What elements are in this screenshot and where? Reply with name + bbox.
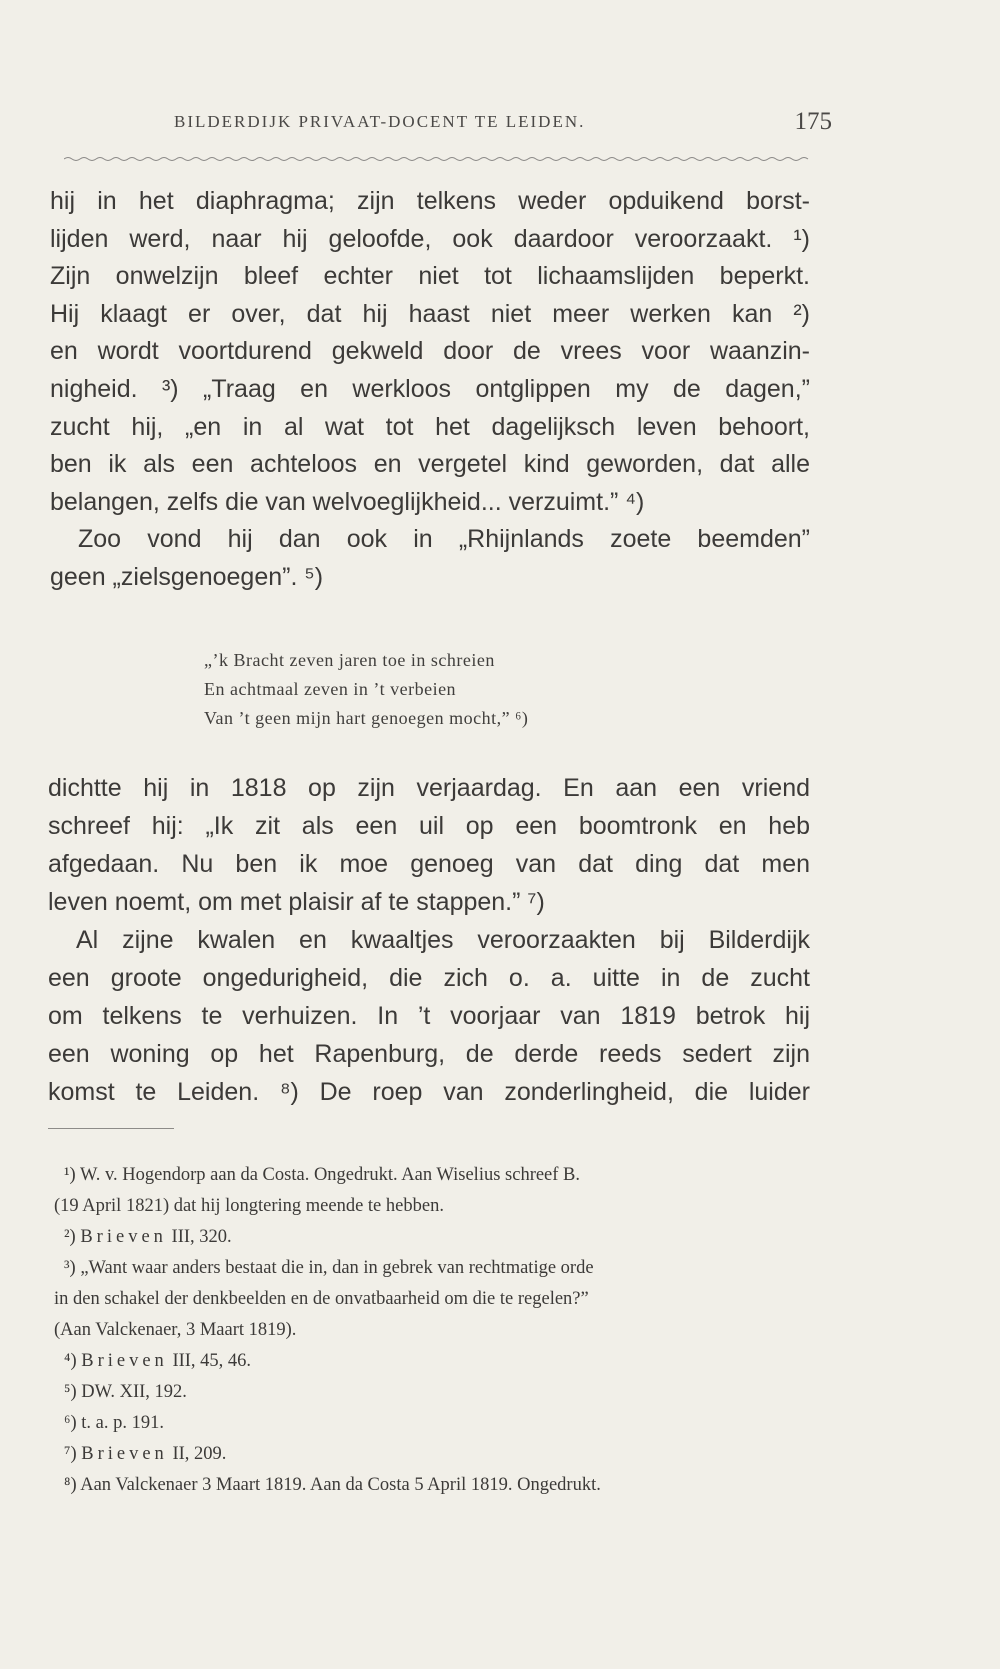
source-title: Brieven <box>80 1227 167 1247</box>
footnote-separator <box>48 1128 174 1129</box>
footnote-reference: III, 320. <box>166 1227 232 1247</box>
text-line: zucht hij, „en in al wat tot het dagelijksch leven behoort, <box>50 412 810 441</box>
text-line: hij in het diaphragma; zijn telkens weder opduikend borst- <box>50 187 810 215</box>
poem-line: Van ’t geen mijn hart genoegen mocht,” ⁶) <box>204 708 529 728</box>
text-line: leven noemt, om met plaisir af te stappen.” ⁷) <box>48 888 545 916</box>
poem-line: En achtmaal zeven in ’t verbeien <box>204 679 457 699</box>
footnote-2 <box>54 1222 806 1253</box>
footnote-3: ³) „Want waar anders bestaat die in, dan in gebrek van rechtmatige orde <box>64 1258 594 1278</box>
footnote-marker: ²) <box>64 1227 81 1247</box>
footnote-marker: ⁷) <box>64 1444 82 1464</box>
page-number: 175 <box>794 108 832 135</box>
footnote-3-continued: (Aan Valckenaer, 3 Maart 1819). <box>54 1320 297 1340</box>
text-line: Zoo vond hij dan ook in „Rhijnlands zoete beemden” <box>78 525 810 554</box>
source-title: Brieven <box>81 1351 168 1371</box>
footnotes <box>54 1160 806 1501</box>
footnote-1: ¹) W. v. Hogendorp aan da Costa. Ongedrukt. Aan Wiselius schreef B. <box>64 1165 581 1185</box>
poem-line: „’k Bracht zeven jaren toe in schreien <box>204 650 495 670</box>
text-line: een woning op het Rapenburg, de derde reeds sedert zijn <box>48 1040 810 1068</box>
footnote-1-continued: (19 April 1821) dat hij longtering meende te hebben. <box>54 1196 444 1216</box>
footnote-7 <box>54 1439 806 1470</box>
page-header <box>174 108 832 152</box>
text-line: Hij klaagt er over, dat hij haast niet meer werken kan ²) <box>50 299 810 328</box>
poem-quote <box>204 646 704 733</box>
text-line: om telkens te verhuizen. In ’t voorjaar van 1819 betrok hij <box>48 1002 810 1030</box>
text-line: een groote ongedurigheid, die zich o. a. uitte in de zucht <box>48 964 810 992</box>
header-wavy-rule <box>64 154 812 164</box>
text-line: dichtte hij in 1818 op zijn verjaardag. En aan een vriend <box>48 774 810 802</box>
source-title: Brieven <box>81 1444 168 1464</box>
text-line: geen „zielsgenoegen”. ⁵) <box>50 562 324 591</box>
text-line: lijden werd, naar hij geloofde, ook daardoor veroorzaakt. ¹) <box>50 224 810 253</box>
footnote-6: ⁶) t. a. p. 191. <box>64 1413 164 1433</box>
text-line: belangen, zelfs die van welvoeglijkheid... verzuimt.” ⁴) <box>50 487 645 516</box>
footnote-4 <box>54 1346 806 1377</box>
footnote-reference: III, 45, 46. <box>167 1351 252 1371</box>
text-line: komst te Leiden. ⁸) De roep van zonderlingheid, die luider <box>48 1078 810 1106</box>
footnote-marker: ⁴) <box>64 1351 82 1371</box>
body-paragraph-2 <box>48 769 810 1111</box>
text-line: Zijn onwelzijn bleef echter niet tot lichaamslijden beperkt. <box>50 262 810 291</box>
text-line: schreef hij: „Ik zit als een uil op een boomtronk en heb <box>48 812 810 840</box>
footnote-5: ⁵) DW. XII, 192. <box>64 1382 187 1402</box>
text-line: ben ik als een achteloos en vergetel kind geworden, dat alle <box>50 450 810 479</box>
body-paragraph-1 <box>50 183 810 597</box>
text-line: Al zijne kwalen en kwaaltjes veroorzaakten bij Bilderdijk <box>76 926 810 954</box>
footnote-8: ⁸) Aan Valckenaer 3 Maart 1819. Aan da Costa 5 April 1819. Ongedrukt. <box>64 1475 601 1495</box>
footnote-reference: II, 209. <box>167 1444 227 1464</box>
running-title: BILDERDIJK PRIVAAT-DOCENT TE LEIDEN. <box>174 112 586 131</box>
text-line: afgedaan. Nu ben ik moe genoeg van dat ding dat men <box>48 850 810 878</box>
text-line: en wordt voortdurend gekweld door de vrees voor waanzin- <box>50 337 810 366</box>
text-line: nigheid. ³) „Traag en werkloos ontglippen my de dagen,” <box>50 374 810 403</box>
footnote-3-continued: in den schakel der denkbeelden en de onvatbaarheid om die te regelen?” <box>54 1289 589 1309</box>
